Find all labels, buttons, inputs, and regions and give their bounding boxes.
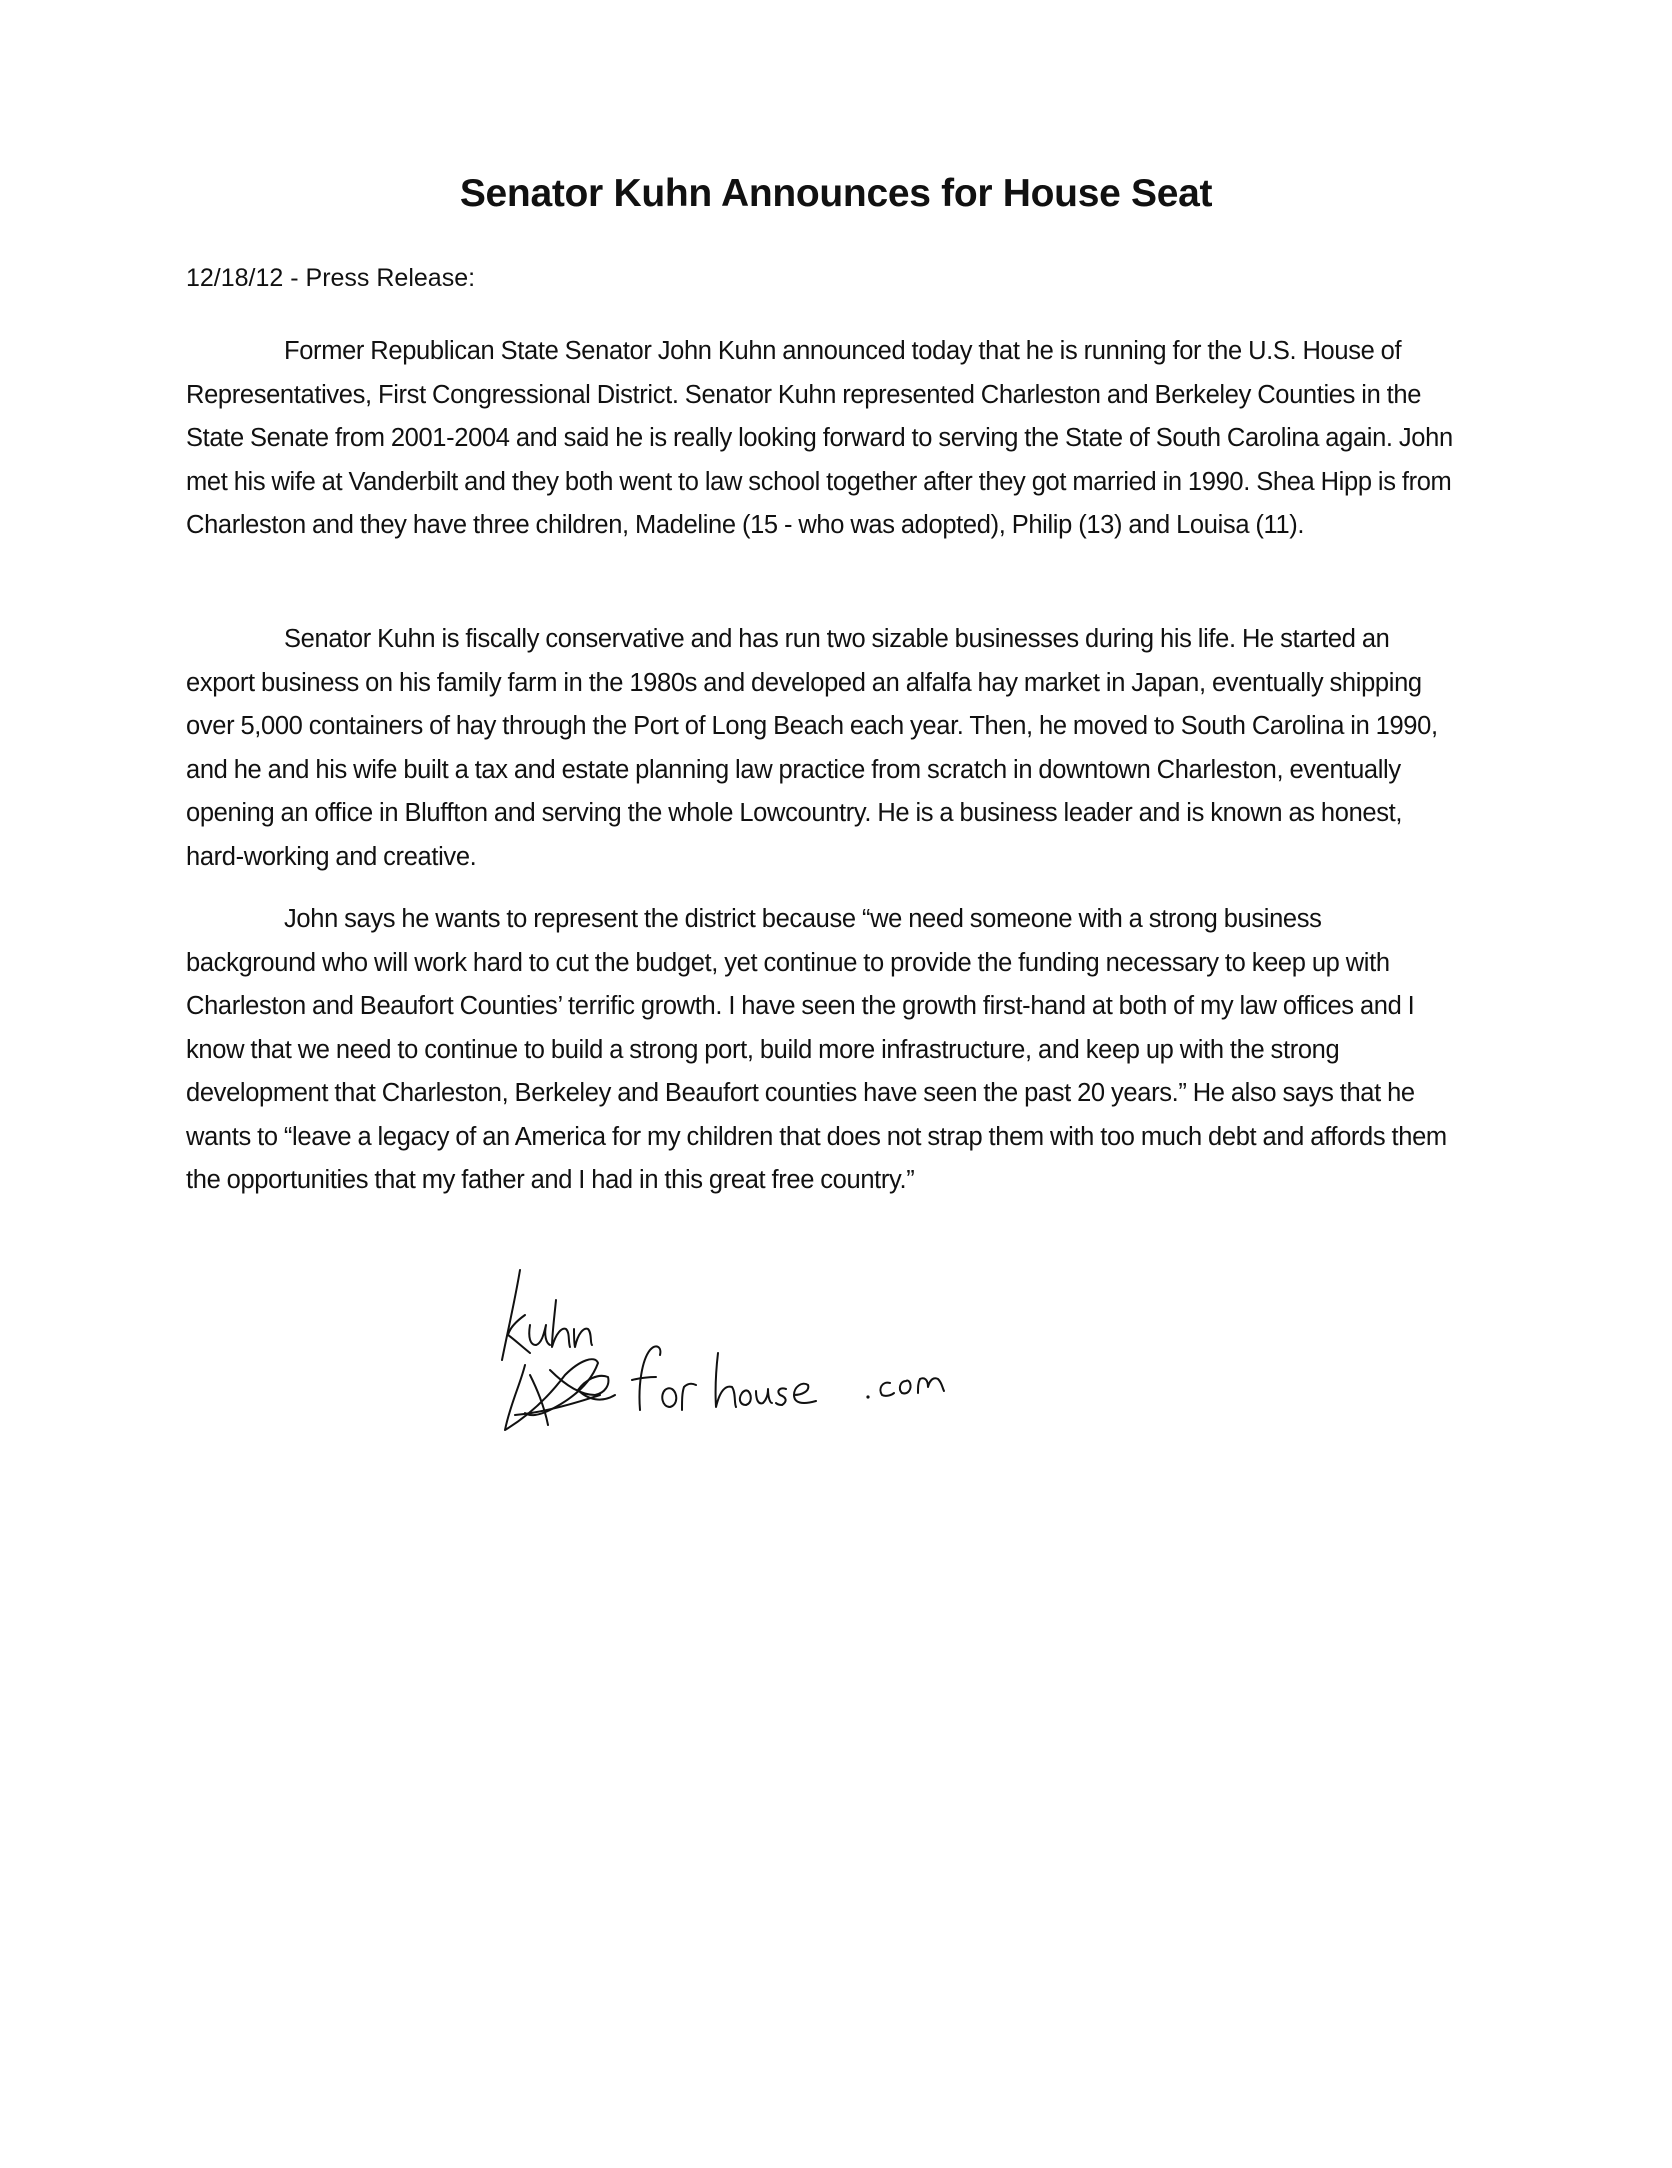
paragraph-2: Senator Kuhn is fiscally conservative and has run two sizable businesses during his life. He started an export business on his family farm in the 1980s and developed an alfalfa hay market in Japan, eventually shipping over 5,000 containers of hay through the Port of Long Beach each year. Then, he moved to South Carolina in 1990, and he and his wife built a tax and estate planning law practice from scratch in downtown Charleston, eventually opening an office in Bluffton and serving the whole Lowcountry. He is a business leader and is known as honest, hard-working and creative. (186, 625, 1438, 871)
paragraph-3: John says he wants to represent the district because “we need someone with a strong business background who will work hard to cut the budget, yet continue to provide the funding necessary to keep up with Charleston and Beaufort Counties’ terrific growth. I have seen the growth first-hand at both of my law offices and I know that we need to continue to build a strong port, build more infrastructure, and keep up with the strong development that Charleston, Berkeley and Beaufort counties have seen the past 20 years.” He also says that he wants to “leave a legacy of an America for my children that does not strap them with too much debt and affords them the opportunities that my father and I had in this great free country.” (186, 905, 1447, 1194)
document-title: Senator Kuhn Announces for House Seat (459, 172, 1213, 215)
signature-kuhn (502, 1270, 592, 1360)
signature-scribble (505, 1359, 615, 1430)
signature-for-house-com (632, 1346, 944, 1410)
handwritten-signature (470, 1245, 1210, 1445)
press-release-dateline: 12/18/12 - Press Release: (186, 264, 476, 292)
paragraph-1: Former Republican State Senator John Kuhn announced today that he is running for the U.S. House of Representatives, First Congressional District. Senator Kuhn represented Charleston and Berkeley Counties in the State Senate from 2001-2004 and said he is really looking forward to serving the State of South Carolina again. John met his wife at Vanderbilt and they both went to law school together after they got married in 1990. Shea Hipp is from Charleston and they have three children, Madeline (15 - who was adopted), Philip (13) and Louisa (11). (186, 337, 1453, 539)
